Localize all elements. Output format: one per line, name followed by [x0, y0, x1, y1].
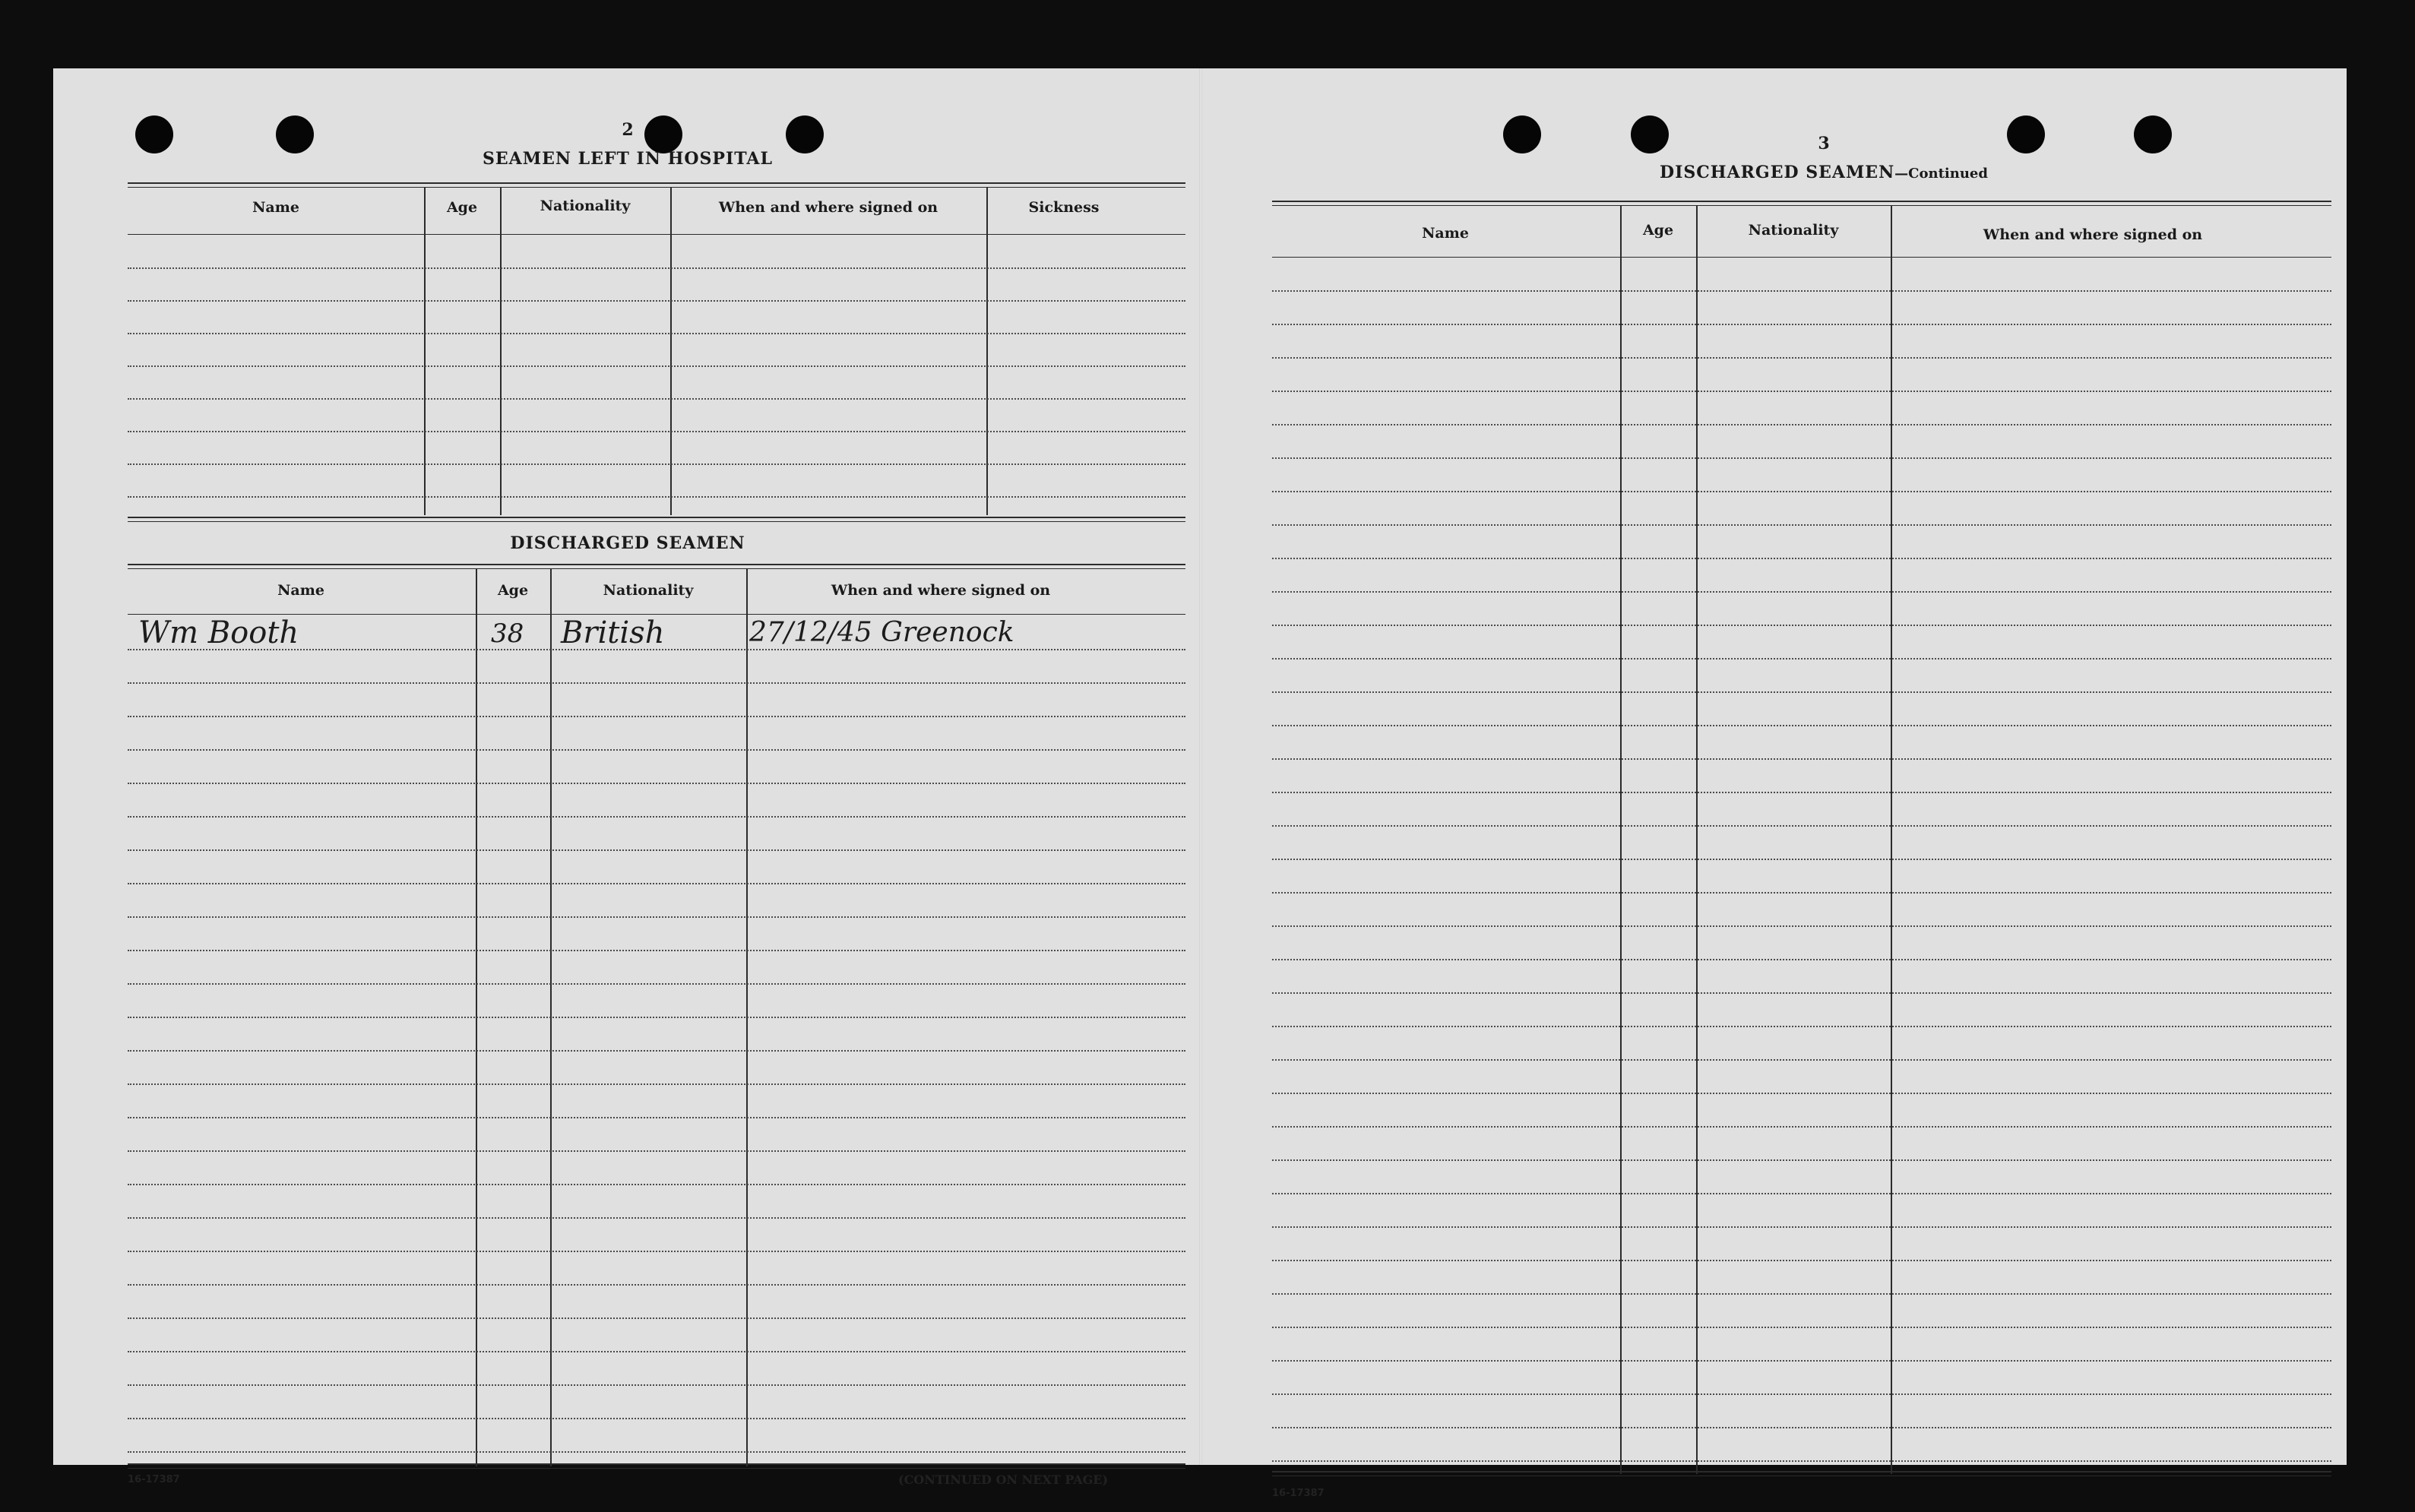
ruled-line [1272, 558, 2331, 559]
ruled-line [1272, 1159, 2331, 1161]
column-divider [1696, 205, 1698, 1474]
column-divider [986, 187, 988, 515]
ruled-line [1272, 1260, 2331, 1261]
column-divider [424, 187, 426, 515]
table-top-rule [1272, 201, 2331, 206]
ruled-line [1272, 1059, 2331, 1061]
col-header-nationality: Nationality [1748, 222, 1839, 239]
ruled-line [1272, 959, 2331, 960]
ruled-line [128, 749, 1185, 751]
ruled-line [128, 1251, 1185, 1252]
left-page [53, 68, 1202, 1487]
ruled-line [1272, 992, 2331, 994]
ruled-line [1272, 591, 2331, 593]
discharged-section-title: DISCHARGED SEAMEN [510, 533, 745, 553]
header-rule [128, 614, 1185, 615]
hospital-section-title: SEAMEN LEFT IN HOSPITAL [483, 149, 773, 169]
section-title-suffix: —Continued [1894, 166, 1988, 182]
column-divider [670, 187, 672, 515]
ruled-line [128, 1451, 1185, 1453]
ruled-line [128, 1184, 1185, 1185]
table-bottom-rule [128, 1463, 1185, 1469]
ruled-line [1272, 424, 2331, 425]
ruled-line [1272, 1226, 2331, 1228]
ruled-line [128, 1384, 1185, 1386]
ruled-line [1272, 758, 2331, 760]
ruled-line [1272, 290, 2331, 292]
col-header-signed-on: When and where signed on [1983, 226, 2203, 243]
ruled-line [128, 716, 1185, 717]
ruled-line [128, 783, 1185, 784]
ruled-line [1272, 1193, 2331, 1194]
punch-hole [135, 115, 173, 153]
ruled-line [1272, 1327, 2331, 1328]
table-bottom-rule [1272, 1471, 2331, 1476]
section-title-text: DISCHARGED SEAMEN [1660, 163, 1895, 182]
ruled-line [1272, 1393, 2331, 1395]
ruled-line [128, 916, 1185, 918]
ruled-line [1272, 1360, 2331, 1362]
punch-hole [2007, 115, 2045, 153]
col-header-age: Age [1642, 222, 1674, 239]
ruled-line [128, 1317, 1185, 1319]
entry-name: Wm Booth [138, 615, 299, 650]
ruled-line [128, 816, 1185, 818]
ruled-line [128, 1117, 1185, 1118]
ruled-line [128, 1284, 1185, 1286]
punch-hole [644, 115, 682, 153]
header-rule [128, 234, 1185, 235]
punch-hole [1503, 115, 1541, 153]
ruled-line [128, 431, 1185, 432]
form-code: 16-17387 [128, 1474, 180, 1485]
ruled-line [1272, 625, 2331, 626]
ruled-line [1272, 1126, 2331, 1128]
ruled-line [128, 1217, 1185, 1219]
ruled-line [1272, 825, 2331, 827]
col-header-age: Age [446, 199, 478, 216]
page-number: 2 [622, 120, 634, 140]
ruled-line [128, 649, 1185, 650]
col-header-nationality: Nationality [603, 582, 694, 599]
ruled-line [1272, 658, 2331, 660]
col-header-name: Name [1422, 225, 1469, 242]
table-top-rule [128, 564, 1185, 569]
ruled-line [128, 1017, 1185, 1018]
col-header-age: Age [497, 582, 529, 599]
col-header-name: Name [252, 199, 299, 216]
ruled-line [1272, 725, 2331, 726]
ruled-line [128, 1418, 1185, 1419]
ruled-line [128, 333, 1185, 334]
ruled-line [1272, 491, 2331, 492]
ruled-line [1272, 925, 2331, 927]
ruled-line [1272, 357, 2331, 359]
continued-note: (CONTINUED ON NEXT PAGE) [898, 1472, 1109, 1487]
entry-age: 38 [491, 618, 524, 649]
ruled-line [128, 463, 1185, 465]
ruled-line [1272, 691, 2331, 693]
ledger-sheet [53, 68, 2347, 1499]
ruled-line [1272, 1460, 2331, 1462]
punch-hole [276, 115, 314, 153]
table-bottom-rule [128, 517, 1185, 522]
entry-signed-on: 27/12/45 Greenock [749, 617, 1014, 648]
column-divider [1620, 205, 1622, 1474]
col-header-sickness: Sickness [1028, 199, 1100, 216]
right-page [1202, 68, 2347, 1499]
ruled-line [1272, 792, 2331, 793]
col-header-signed-on: When and where signed on [718, 199, 938, 216]
punch-hole [786, 115, 824, 153]
ruled-line [128, 1083, 1185, 1085]
punch-hole [1631, 115, 1669, 153]
ruled-line [128, 496, 1185, 498]
ruled-line [1272, 391, 2331, 392]
ruled-line [1272, 1293, 2331, 1295]
ruled-line [128, 398, 1185, 400]
ruled-line [128, 300, 1185, 302]
ruled-line [1272, 457, 2331, 459]
ruled-line [128, 365, 1185, 367]
col-header-signed-on: When and where signed on [831, 582, 1051, 599]
header-rule [1272, 257, 2331, 258]
ruled-line [1272, 859, 2331, 860]
ruled-line [128, 267, 1185, 269]
col-header-nationality: Nationality [540, 198, 631, 214]
ruled-line [128, 883, 1185, 884]
ruled-line [1272, 1427, 2331, 1428]
ruled-line [1272, 892, 2331, 894]
ruled-line [128, 1050, 1185, 1052]
ruled-line [128, 1351, 1185, 1352]
ruled-line [128, 849, 1185, 851]
ruled-line [128, 950, 1185, 951]
ruled-line [1272, 324, 2331, 325]
col-header-name: Name [277, 582, 324, 599]
ruled-line [1272, 1026, 2331, 1027]
column-divider [1891, 205, 1892, 1474]
punch-hole [2134, 115, 2172, 153]
ruled-line [128, 682, 1185, 684]
page-number: 3 [1818, 134, 1830, 153]
form-code: 16-17387 [1272, 1488, 1325, 1499]
ruled-line [128, 1150, 1185, 1152]
entry-nationality: British [561, 615, 665, 650]
ruled-line [128, 983, 1185, 985]
column-divider [500, 187, 502, 515]
ruled-line [1272, 524, 2331, 526]
ruled-line [1272, 1093, 2331, 1094]
discharged-continued-title [1660, 163, 1988, 182]
table-top-rule [128, 182, 1185, 188]
